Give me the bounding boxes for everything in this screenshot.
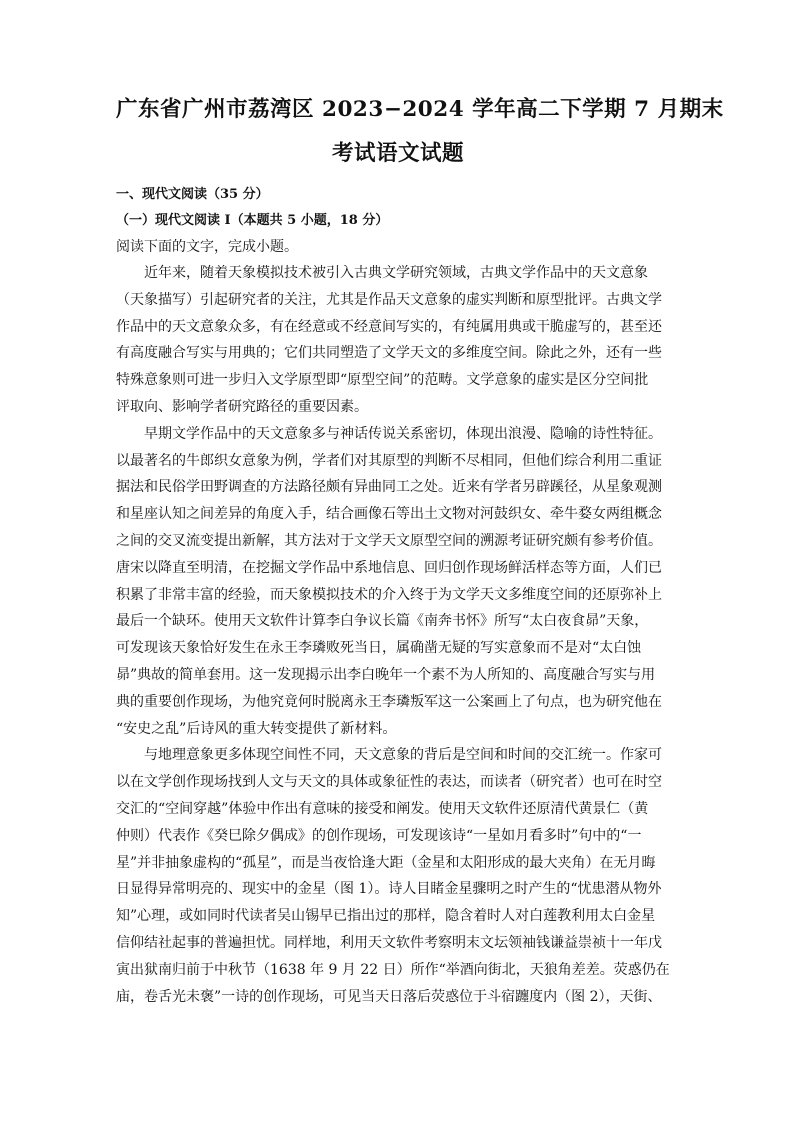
paragraph-line: 作品中的天文意象众多，有在经意或不经意间写实的，有纯属用典或干脆虚写的，甚至还 xyxy=(116,318,662,335)
paragraph-line: 庙，卷舌光未褒”一诗的创作现场，可见当天日落后荧惑位于斗宿躔度内（图 2），天街、 xyxy=(116,988,662,1005)
paragraph-line: 积累了非常丰富的经验，而天象模拟技术的介入终于为文学天文多维度空间的还原弥补上 xyxy=(116,586,662,603)
paragraph-line: 最后一个缺环。使用天文软件计算李白争议长篇《南奔书怀》所写“太白夜食昴”天象， xyxy=(116,613,649,630)
paragraph-line: 早期文学作品中的天文意象多与神话传说关系密切，体现出浪漫、隐喻的诗性特征。 xyxy=(144,425,662,442)
paragraph-line: 典的重要创作现场，为他究竟何时脱离永王李璘叛军这一公案画上了句点，也为研究他在 xyxy=(116,693,662,710)
paragraph-line: 评取向、影响学者研究路径的重要因素。 xyxy=(116,398,368,415)
paragraph-line: 以在文学创作现场找到人文与天文的具体或象征性的表达，而读者（研究者）也可在时空 xyxy=(116,774,662,791)
paragraph-line: 有高度融合写实与用典的；它们共同塑造了文学天文的多维度空间。除此之外，还有一些 xyxy=(116,345,662,362)
paragraph-1 xyxy=(116,260,680,421)
paragraph-line: 昴”典故的简单套用。这一发现揭示出李白晚年一个素不为人所知的、高度融合写实与用 xyxy=(116,666,656,683)
paragraph-line: 与地理意象更多体现空间性不同，天文意象的背后是空间和时间的交汇统一。作家可 xyxy=(144,747,662,764)
paragraph-line: 近年来，随着天象模拟技术被引入古典文学研究领域，古典文学作品中的天文意象 xyxy=(144,265,648,281)
title-line-2: 考试语文试题 xyxy=(331,141,464,166)
paragraph-line: （天象描写）引起研究者的关注，尤其是作品天文意象的虚实判断和原型批评。古典文学 xyxy=(116,291,662,308)
paragraph-line: 特殊意象则可进一步归入文学原型即“原型空间”的范畴。文学意象的虚实是区分空间批 xyxy=(116,372,649,389)
paragraph-line: 知”心理，或如同时代读者吴山锡早已指出过的那样，隐含着时人对白莲教利用太白金星 xyxy=(116,908,656,925)
paragraph-line: 之间的交叉流变提出新解，其方法对于文学天文原型空间的溯源考证研究颇有参考价值。 xyxy=(116,532,662,549)
paragraph-line: 交汇的“空间穿越”体验中作出有意味的接受和阐发。使用天文软件还原清代黄景仁（黄 xyxy=(116,800,649,817)
section-heading: 一、现代文阅读（35 分） xyxy=(116,187,269,202)
paragraph-line: 唐宋以降直至明清，在挖掘文学作品中系地信息、回归创作现场鲜活样态等方面，人们已 xyxy=(116,559,662,576)
paragraph-line: 以最著名的牛郎织女意象为例，学者们对其原型的判断不尽相同，但他们综合利用二重证 xyxy=(116,452,662,469)
title-line-1: 广东省广州市荔湾区 2023−2024 学年高二下学期 7 月期末 xyxy=(116,97,724,122)
subsection-heading: （一）现代文阅读 I（本题共 5 小题，18 分） xyxy=(116,213,389,228)
instruction-text: 阅读下面的文字，完成小题。 xyxy=(116,239,298,255)
paragraph-line: 寅出狱南归前于中秋节（1638 年 9 月 22 日）所作“举酒向街北，天狼角差差。荧惑仍在 xyxy=(116,961,670,978)
paragraph-line: 和星座认知之间差异的角度入手，结合画像石等出土文物对河鼓织女、牵牛婺女两组概念 xyxy=(116,506,662,523)
paragraph-3 xyxy=(116,742,680,1010)
paragraph-line: 信仰结社起事的普遍担忧。同样地，利用天文软件考察明末文坛领袖钱谦益崇祯十一年戊 xyxy=(116,934,662,951)
document-title xyxy=(116,88,724,176)
paragraph-line: 星”并非抽象虚构的“孤星”，而是当夜恰逢大距（金星和太阳形成的最大夹角）在无月晦 xyxy=(116,854,656,871)
paragraph-line: 日显得异常明亮的、现实中的金星（图 1）。诗人目睹金星骤明之时产生的“忧患潜从物外 xyxy=(116,881,662,898)
paragraph-line: 可发现该天象恰好发生在永王李璘败死当日，属确凿无疑的写实意象而不是对“太白蚀 xyxy=(116,640,642,657)
paragraph-line: 仲则）代表作《癸巳除夕偶成》的创作现场，可发现该诗“一星如月看多时”句中的“一 xyxy=(116,827,642,844)
paragraph-2 xyxy=(116,421,680,743)
paragraph-line: 据法和民俗学田野调查的方法路径颇有异曲同工之处。近来有学者另辟蹊径，从星象观测 xyxy=(116,479,662,496)
paragraph-line: “安史之乱”后诗风的重大转变提供了新材料。 xyxy=(116,720,397,737)
